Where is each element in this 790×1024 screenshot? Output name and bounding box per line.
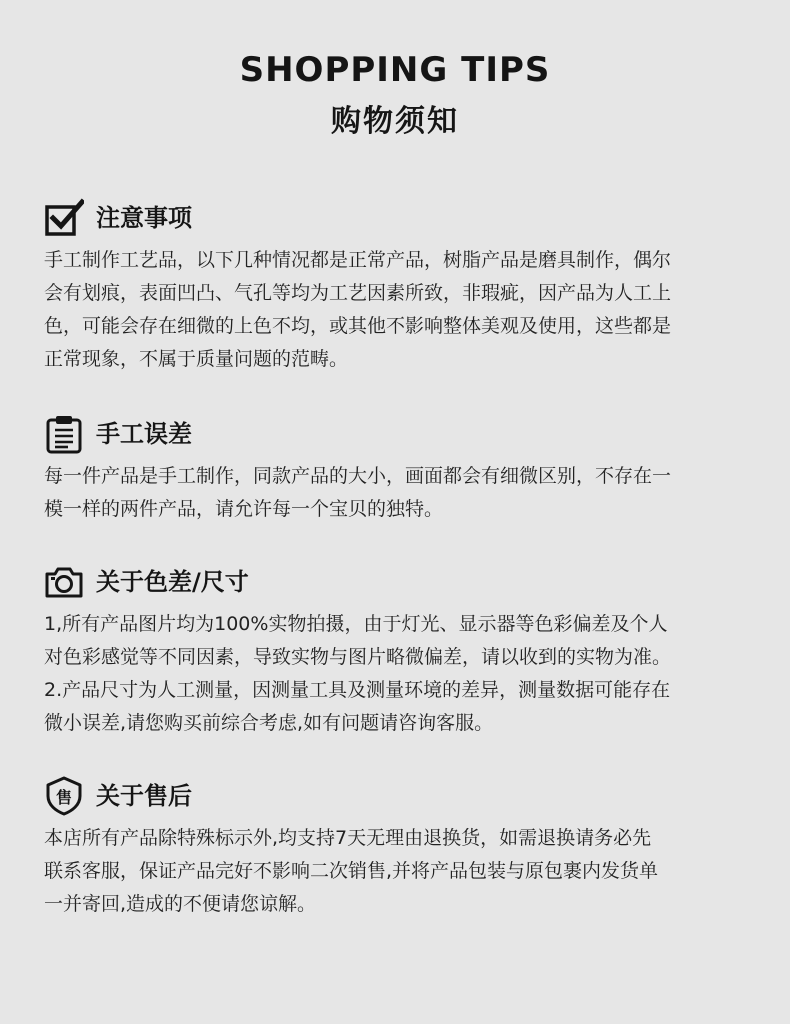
section-text: 手工制作工艺品，以下几种情况都是正常产品，树脂产品是磨具制作，偶尔 会有划痕，表面凹凸、气孔等均为工艺因素所致，非瑕疵，因产品为人工上 色，可能会存在细微的上色不均，或其他不影响整体美观及使用，这些都是 正常现象，不属于质量问题的范畴。 — [44, 249, 672, 370]
section-title: 关于色差/尺寸 — [96, 568, 249, 596]
section-notes — [44, 198, 754, 376]
section-title: 注意事项 — [96, 204, 192, 232]
section-header — [44, 198, 754, 238]
section-handmade-variance — [44, 414, 754, 526]
svg-text:售: 售 — [55, 788, 73, 807]
shield-icon — [44, 776, 84, 816]
section-header — [44, 414, 754, 454]
section-text: 1,所有产品图片均为100%实物拍摄，由于灯光、显示器等色彩偏差及个人 对色彩感觉等不同因素，导致实物与图片略微偏差，请以收到的实物为准。 2.产品尺寸为人工测量，因测量工具及测量环境的差异，测量数据可能存在 微小误差,请您购买前综合考虑,如有问题请咨询客服。 — [44, 613, 672, 734]
page-header — [0, 50, 790, 140]
section-text: 每一件产品是手工制作，同款产品的大小，画面都会有细微区别，不存在一 模一样的两件产品，请允许每一个宝贝的独特。 — [44, 465, 672, 520]
checkbox-icon — [44, 198, 84, 238]
page-title-en: SHOPPING TIPS — [239, 50, 551, 90]
clipboard-icon — [44, 414, 84, 454]
page-title-cn: 购物须知 — [331, 104, 459, 139]
section-after-sales — [44, 776, 754, 921]
section-title: 手工误差 — [96, 420, 192, 448]
section-text: 本店所有产品除特殊标示外,均支持7天无理由退换货，如需退换请务必先 联系客服，保证产品完好不影响二次销售,并将产品包装与原包裹内发货单 一并寄回,造成的不便请您谅解。 — [44, 827, 659, 915]
section-header — [44, 562, 754, 602]
section-title: 关于售后 — [96, 782, 192, 810]
section-color-size — [44, 562, 754, 740]
camera-icon — [44, 562, 84, 602]
section-header — [44, 776, 754, 816]
